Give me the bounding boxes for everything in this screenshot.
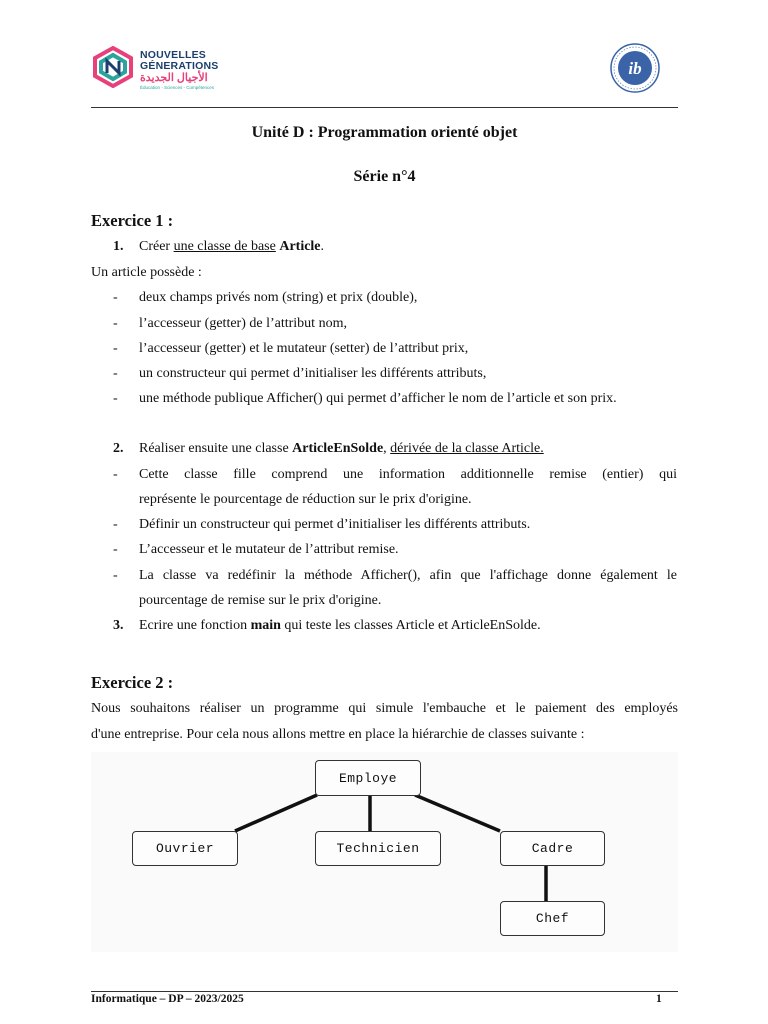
bullet-item: un constructeur qui permet d’initialiser les différents attributs, — [139, 366, 487, 381]
header-divider — [91, 107, 678, 108]
item-text-bold: ArticleEnSolde — [292, 441, 384, 456]
bullet-dash: - — [113, 316, 118, 331]
bullet-dash: - — [113, 391, 118, 406]
class-box-employe: Employe — [315, 760, 421, 796]
class-box-cadre: Cadre — [500, 831, 605, 866]
item-text: Créer — [139, 239, 174, 254]
bullet-item: L’accesseur et le mutateur de l’attribut remise. — [139, 542, 399, 557]
footer-text: Informatique – DP – 2023/2025 — [91, 993, 244, 1005]
series-title: Série n°4 — [353, 168, 416, 185]
item-text-underlined: dérivée de la classe Article. — [390, 441, 544, 456]
bullet-dash: - — [113, 467, 118, 482]
page-number: 1 — [656, 993, 662, 1005]
logo-text-line1: NOUVELLES — [140, 49, 206, 61]
logo-text-line2: GÉNERATIONS — [140, 60, 219, 72]
item-number: 1. — [113, 239, 124, 254]
bullet-item-continuation: représente le pourcentage de réduction sur le prix d'origine. — [139, 492, 472, 507]
bullet-item: deux champs privés nom (string) et prix (double), — [139, 290, 418, 305]
ng-logo-icon — [92, 46, 134, 88]
exercise1-heading: Exercice 1 : — [91, 211, 174, 230]
nouvelles-generations-logo — [92, 44, 222, 94]
item-text: . — [320, 239, 325, 254]
class-box-chef: Chef — [500, 901, 605, 936]
exercise2-heading: Exercice 2 : — [91, 673, 174, 692]
item-text-bold: main — [250, 618, 281, 633]
class-box-ouvrier: Ouvrier — [132, 831, 238, 866]
bullet-dash: - — [113, 290, 118, 305]
bullet-item: Définir un constructeur qui permet d’initialiser les différents attributs. — [139, 517, 531, 532]
item-text-underlined: une classe de base — [173, 239, 276, 254]
exercise2-paragraph-line2: d'une entreprise. Pour cela nous allons mettre en place la hiérarchie de classes suivante : — [91, 727, 585, 742]
bullet-dash: - — [113, 517, 118, 532]
bullet-item: Cette classe fille comprend une information additionnelle remise (entier) qui — [139, 467, 677, 482]
class-hierarchy-diagram — [91, 752, 678, 952]
item-text: qui teste les classes Article et ArticleEnSolde. — [280, 618, 541, 633]
exercise2-paragraph-line1: Nous souhaitons réaliser un programme qui simule l'embauche et le paiement des employés — [91, 701, 678, 716]
bullet-dash: - — [113, 366, 118, 381]
item-number: 3. — [113, 618, 124, 633]
document-title: Unité D : Programmation orienté objet — [251, 124, 518, 141]
item-text: , — [383, 441, 391, 456]
exercise1-item3 — [139, 617, 541, 635]
footer-divider — [91, 991, 678, 992]
item-text-bold: Article — [279, 239, 321, 254]
bullet-item: l’accesseur (getter) et le mutateur (setter) de l’attribut prix, — [139, 341, 469, 356]
logo-text-arabic: الأجيال الجديدة — [140, 72, 208, 84]
logo-tagline: Éducation - Sciences - Compétences — [140, 85, 215, 90]
exercise1-intro: Un article possède : — [91, 265, 202, 280]
bullet-item: La classe va redéfinir la méthode Afficher(), afin que l'affichage donne également le — [139, 568, 677, 583]
ib-world-school-seal-icon — [602, 42, 668, 94]
class-box-technicien: Technicien — [315, 831, 441, 866]
item-text: Réaliser ensuite une classe — [139, 441, 293, 456]
item-text: Ecrire une fonction — [139, 618, 251, 633]
exercise1-item2 — [139, 440, 544, 458]
bullet-item: l’accesseur (getter) de l’attribut nom, — [139, 316, 347, 331]
bullet-dash: - — [113, 568, 118, 583]
item-number: 2. — [113, 441, 124, 456]
bullet-dash: - — [113, 542, 118, 557]
bullet-item: une méthode publique Afficher() qui permet d’afficher le nom de l’article et son prix. — [139, 391, 617, 406]
bullet-dash: - — [113, 341, 118, 356]
svg-text:ib: ib — [628, 59, 642, 78]
bullet-item-continuation: pourcentage de remise sur le prix d'origine. — [139, 593, 382, 608]
exercise1-item1 — [139, 238, 324, 256]
